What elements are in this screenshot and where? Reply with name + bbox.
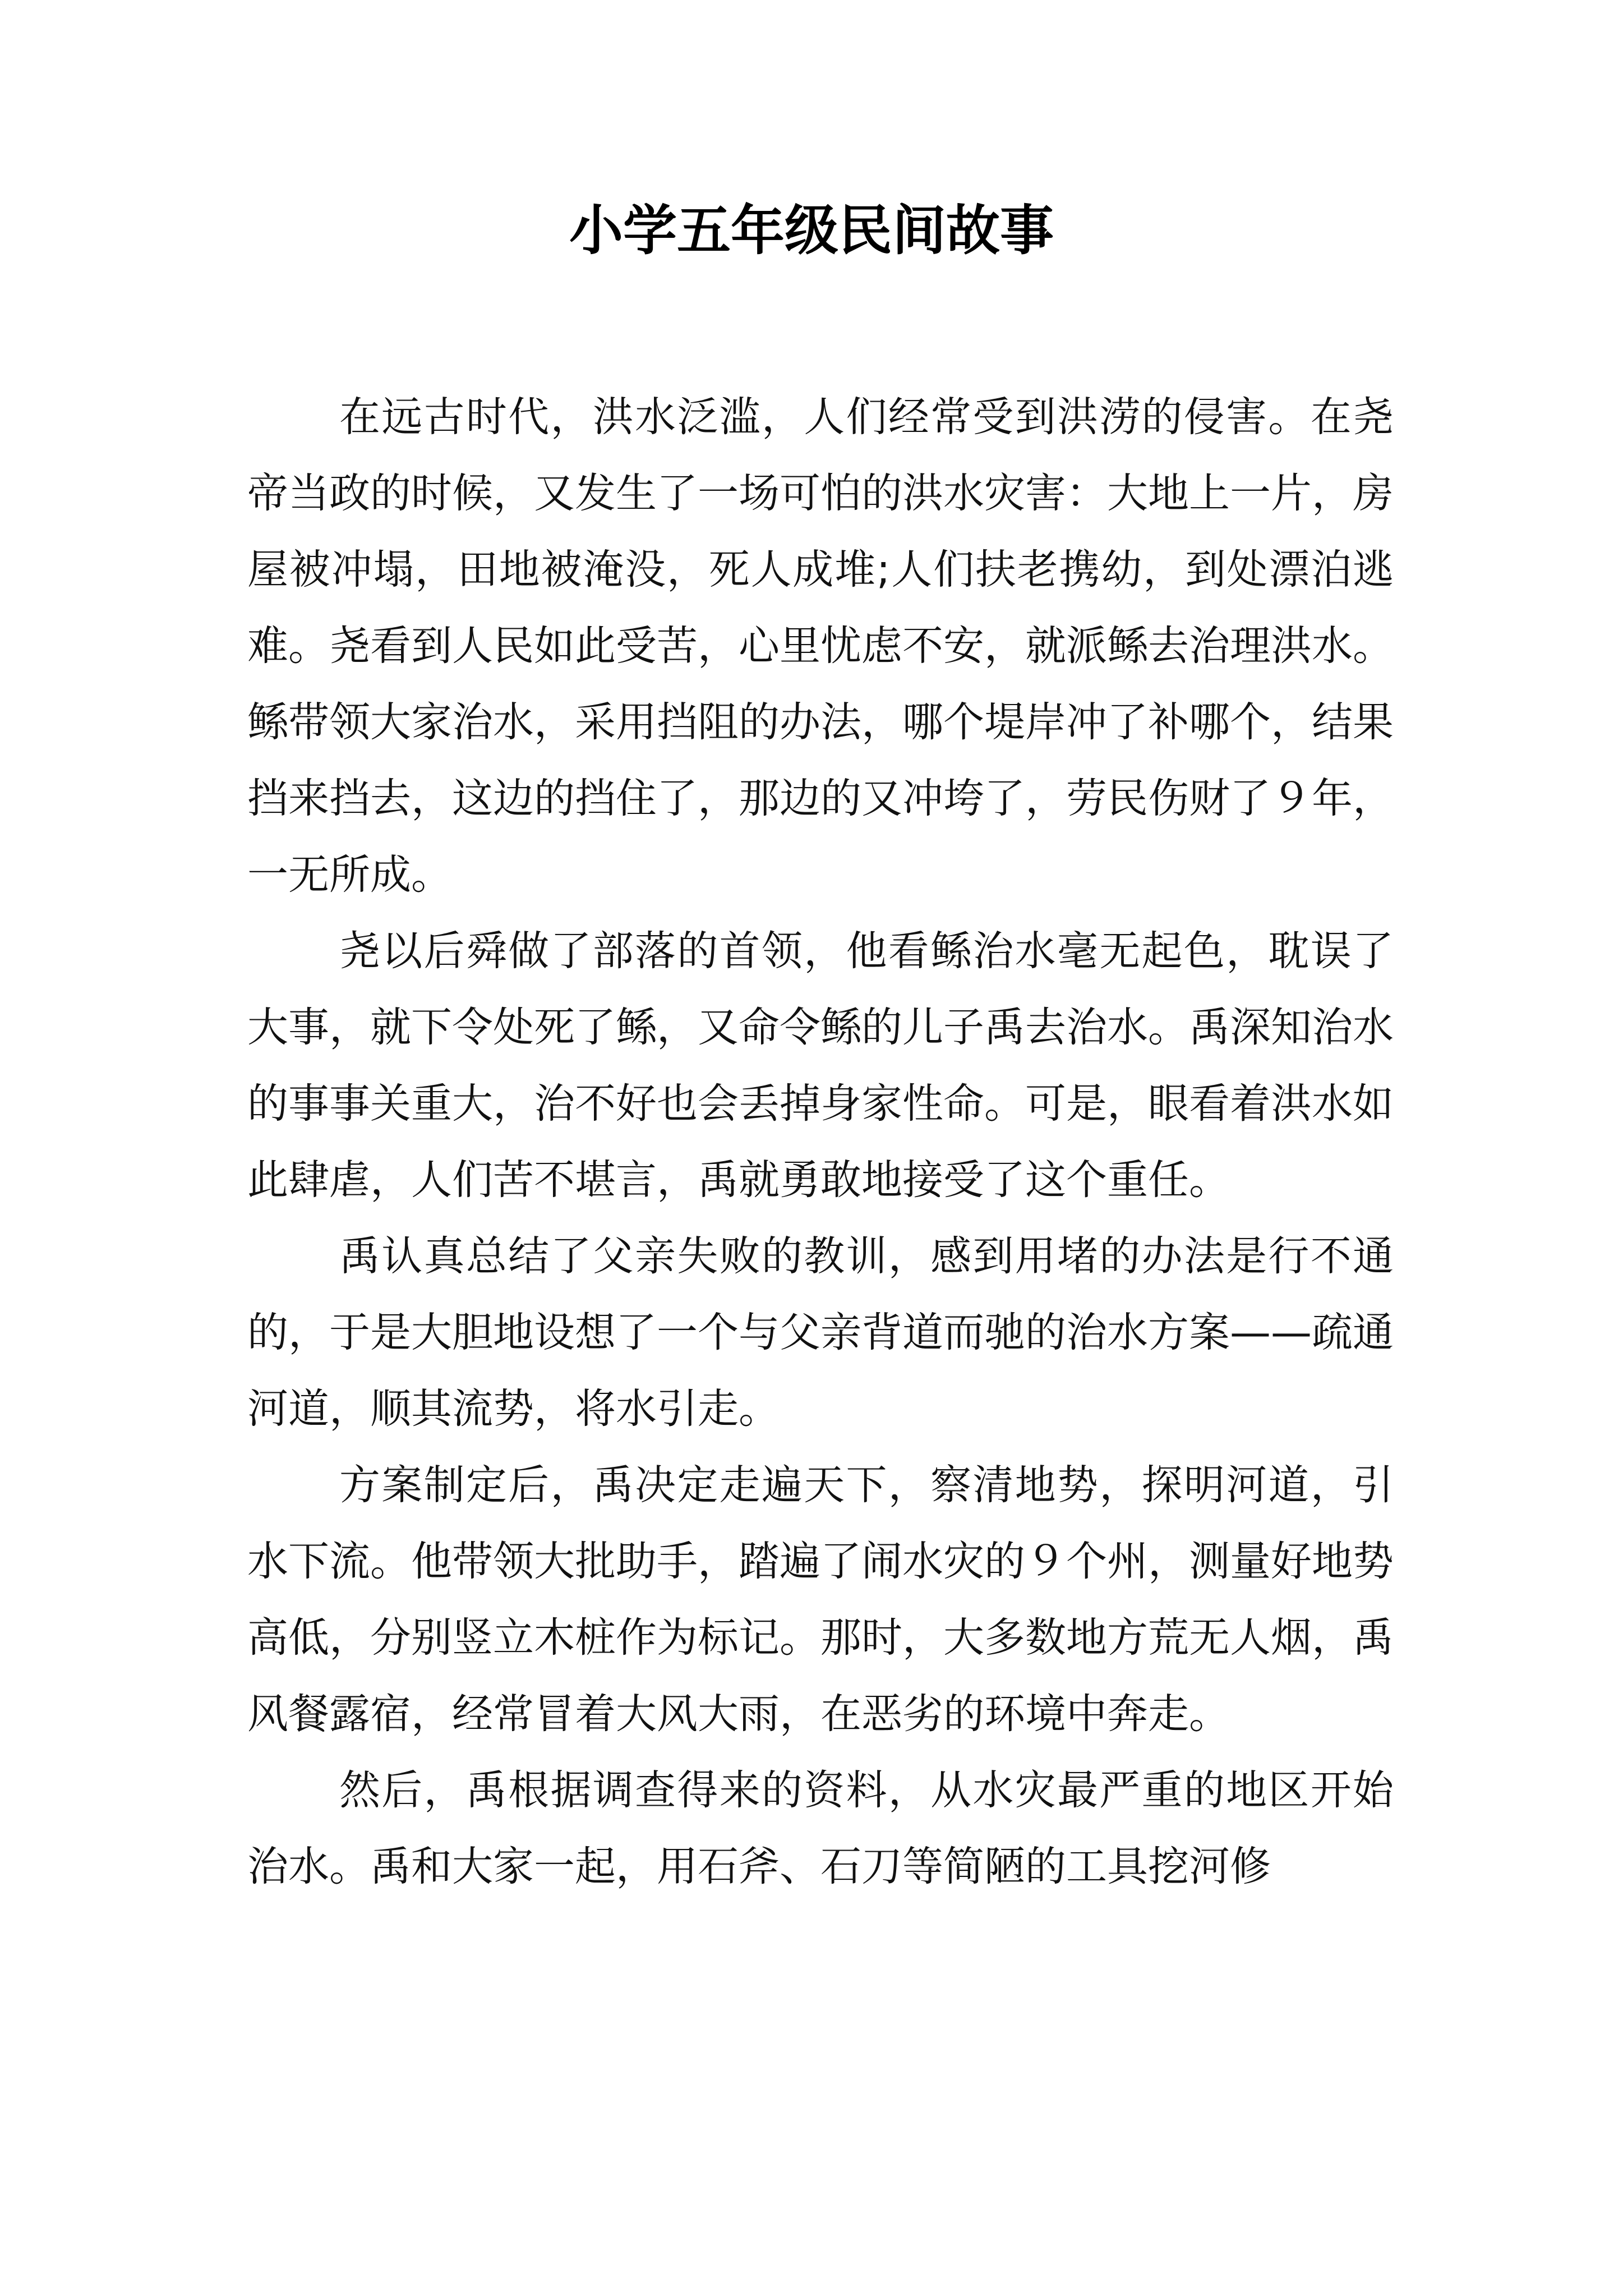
document-body [247,379,1394,1905]
document-title: 小学五年级民间故事 [569,199,1054,262]
paragraph: 在远古时代，洪水泛滥，人们经常受到洪涝的侵害。在尧帝当政的时候，又发生了一场可怕的洪水灾害：大地上一片，房屋被冲塌，田地被淹没，死人成堆;人们扶老携幼，到处漂泊逃难。尧看到人民如此受苦，心里忧虑不安，就派鲧去治理洪水。鲧带领大家治水，采用挡阻的办法，哪个堤岸冲了补哪个，结果挡来挡去，这边的挡住了，那边的又冲垮了，劳民伤财了９年，一无所成。 [247,393,1394,899]
paragraph: 方案制定后，禹决定走遍天下，察清地势，探明河道，引水下流。他带领大批助手，踏遍了闹水灾的９个州，测量好地势高低，分别竖立木桩作为标记。那时，大多数地方荒无人烟，禹风餐露宿，经常冒着大风大雨，在恶劣的环境中奔走。 [247,1461,1394,1738]
paragraph: 尧以后舜做了部落的首领，他看鲧治水毫无起色，耽误了大事，就下令处死了鲧，又命令鲧的儿子禹去治水。禹深知治水的事事关重大，治不好也会丢掉身家性命。可是，眼看着洪水如此肆虐，人们苦不堪言，禹就勇敢地接受了这个重任。 [247,927,1394,1204]
paragraph: 然后，禹根据调查得来的资料，从水灾最严重的地区开始治水。禹和大家一起，用石斧、石刀等简陋的工具挖河修 [247,1766,1394,1890]
paragraph: 禹认真总结了父亲失败的教训，感到用堵的办法是行不通的，于是大胆地设想了一个与父亲背道而驰的治水方案——疏通河道，顺其流势，将水引走。 [247,1232,1394,1433]
